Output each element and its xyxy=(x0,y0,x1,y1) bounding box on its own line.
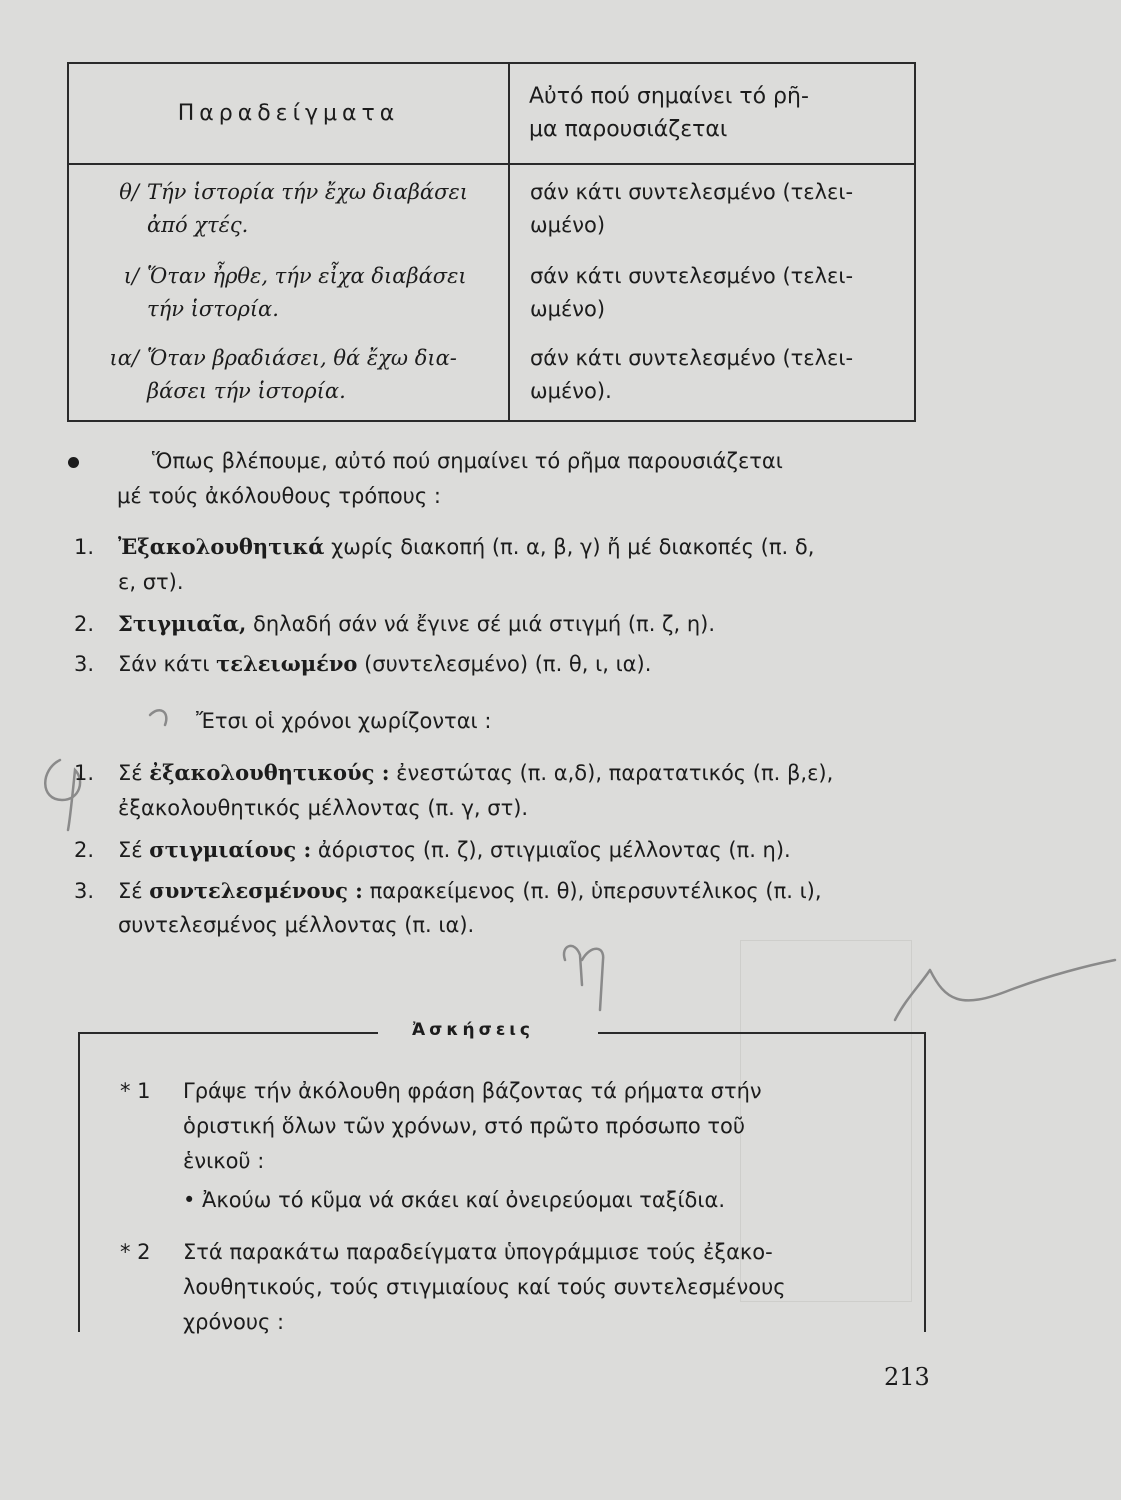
table-header-examples: Παραδείγματα xyxy=(177,101,400,126)
meaning-cell xyxy=(530,176,910,242)
example-label: θ/ xyxy=(119,180,139,204)
list-term: συντελεσμένους : xyxy=(149,878,363,903)
list-item xyxy=(74,647,651,681)
example-cell xyxy=(83,260,503,326)
meaning-text: σάν κάτι συντελεσμένο (τελει- xyxy=(530,180,854,204)
page-number: 213 xyxy=(884,1363,930,1391)
example-text: Τήν ἱστορία τήν ἔχω διαβάσει xyxy=(147,180,468,204)
list-text: δηλαδή σάν νά ἔγινε σέ μιά στιγμή (π. ζ, η). xyxy=(246,612,716,636)
exercise-text: χρόνους : xyxy=(183,1310,285,1334)
list-number: 3. xyxy=(74,652,95,676)
meaning-text: σάν κάτι συντελεσμένο (τελει- xyxy=(530,264,854,288)
exercise-number: * 1 xyxy=(120,1079,151,1103)
example-cell xyxy=(83,342,503,408)
list-text: παρακείμενος (π. θ), ὑπερσυντέλικος (π. ι), xyxy=(362,879,822,903)
exercise-text: ὁριστική ὅλων τῶν χρόνων, στό πρῶτο πρόσωπο τοῦ xyxy=(183,1114,746,1138)
list-number: 1. xyxy=(74,535,95,559)
example-cell xyxy=(83,176,503,242)
list-term: τελειωμένο xyxy=(216,651,358,676)
list-item xyxy=(74,530,814,564)
list-text: ἐνεστώτας (π. α,δ), παρατατικός (π. β,ε), xyxy=(389,761,834,785)
list-term: ἐξακολουθητικούς : xyxy=(149,760,390,785)
section-intro: Ἔτσι οἱ χρόνοι χωρίζονται : xyxy=(196,709,492,733)
meaning-text: σάν κάτι συντελεσμένο (τελει- xyxy=(530,346,854,370)
list-term: Στιγμιαῖα, xyxy=(118,611,247,636)
example-text: ἀπό χτές. xyxy=(147,213,249,237)
list-text: Σάν κάτι xyxy=(118,652,217,676)
list-item xyxy=(74,833,791,867)
example-text: βάσει τήν ἱστορία. xyxy=(147,379,346,403)
box-border xyxy=(924,1032,926,1332)
exercise-text: λουθητικούς, τούς στιγμιαίους καί τούς συντελεσμένους xyxy=(183,1275,786,1299)
exercise-text: Στά παρακάτω παραδείγματα ὑπογράμμισε τούς ἐξακο- xyxy=(183,1240,773,1264)
example-label: ια/ xyxy=(109,346,139,370)
exercise-sentence: • Ἀκούω τό κῦμα νά σκάει καί ὀνειρεύομαι ταξίδια. xyxy=(183,1188,726,1212)
list-text: ἀόριστος (π. ζ), στιγμιαῖος μέλλοντας (π. η). xyxy=(311,838,791,862)
examples-table xyxy=(67,62,916,422)
list-item-cont: ε, στ). xyxy=(118,570,184,594)
list-text: Σέ xyxy=(118,761,150,785)
list-number: 2. xyxy=(74,612,95,636)
list-number: 3. xyxy=(74,879,95,903)
list-item xyxy=(74,874,822,908)
example-text: Ὅταν ἦρθε, τήν εἶχα διαβάσει xyxy=(147,264,467,288)
table-header-meaning xyxy=(529,80,909,146)
exercise-text: ἑνικοῦ : xyxy=(183,1149,265,1173)
list-item-cont: ἐξακολουθητικός μέλλοντας (π. γ, στ). xyxy=(118,796,529,820)
example-text: τήν ἱστορία. xyxy=(147,297,279,321)
meaning-cell xyxy=(530,342,910,408)
exercises-title: Ἀσκήσεις xyxy=(412,1020,534,1040)
exercise-number: * 2 xyxy=(120,1240,151,1264)
table-divider xyxy=(508,64,510,420)
box-border xyxy=(78,1032,80,1332)
header-line: Αὐτό πού σημαίνει τό ρῆ- xyxy=(529,84,809,109)
box-border xyxy=(598,1032,926,1034)
meaning-text: ωμένο) xyxy=(530,213,606,237)
intro-line: μέ τούς ἀκόλουθους τρόπους : xyxy=(117,484,441,508)
list-text: Σέ xyxy=(118,838,150,862)
list-item xyxy=(74,607,715,641)
list-text: Σέ xyxy=(118,879,150,903)
list-text: (συντελεσμένο) (π. θ, ι, ια). xyxy=(357,652,652,676)
example-text: Ὅταν βραδιάσει, θά ἔχω δια- xyxy=(147,346,457,370)
list-item-cont: συντελεσμένος μέλλοντας (π. ια). xyxy=(118,913,475,937)
meaning-text: ωμένο) xyxy=(530,297,606,321)
list-number: 1. xyxy=(74,761,95,785)
list-term: στιγμιαίους : xyxy=(149,837,312,862)
meaning-cell xyxy=(530,260,910,326)
list-term: Ἐξακολουθητικά xyxy=(118,534,325,559)
header-line: μα παρουσιάζεται xyxy=(529,117,728,142)
box-border xyxy=(78,1032,378,1034)
bullet-icon xyxy=(68,457,79,468)
list-number: 2. xyxy=(74,838,95,862)
table-divider xyxy=(69,163,914,165)
list-text: χωρίς διακοπή (π. α, β, γ) ἤ μέ διακοπές (π. δ, xyxy=(324,535,815,559)
intro-line: Ὅπως βλέπουμε, αὐτό πού σημαίνει τό ρῆμα παρουσιάζεται xyxy=(152,449,783,473)
meaning-text: ωμένο). xyxy=(530,379,612,403)
example-label: ι/ xyxy=(123,264,139,288)
list-item xyxy=(74,756,833,790)
exercise-text: Γράψε τήν ἀκόλουθη φράση βάζοντας τά ρήματα στήν xyxy=(183,1079,762,1103)
